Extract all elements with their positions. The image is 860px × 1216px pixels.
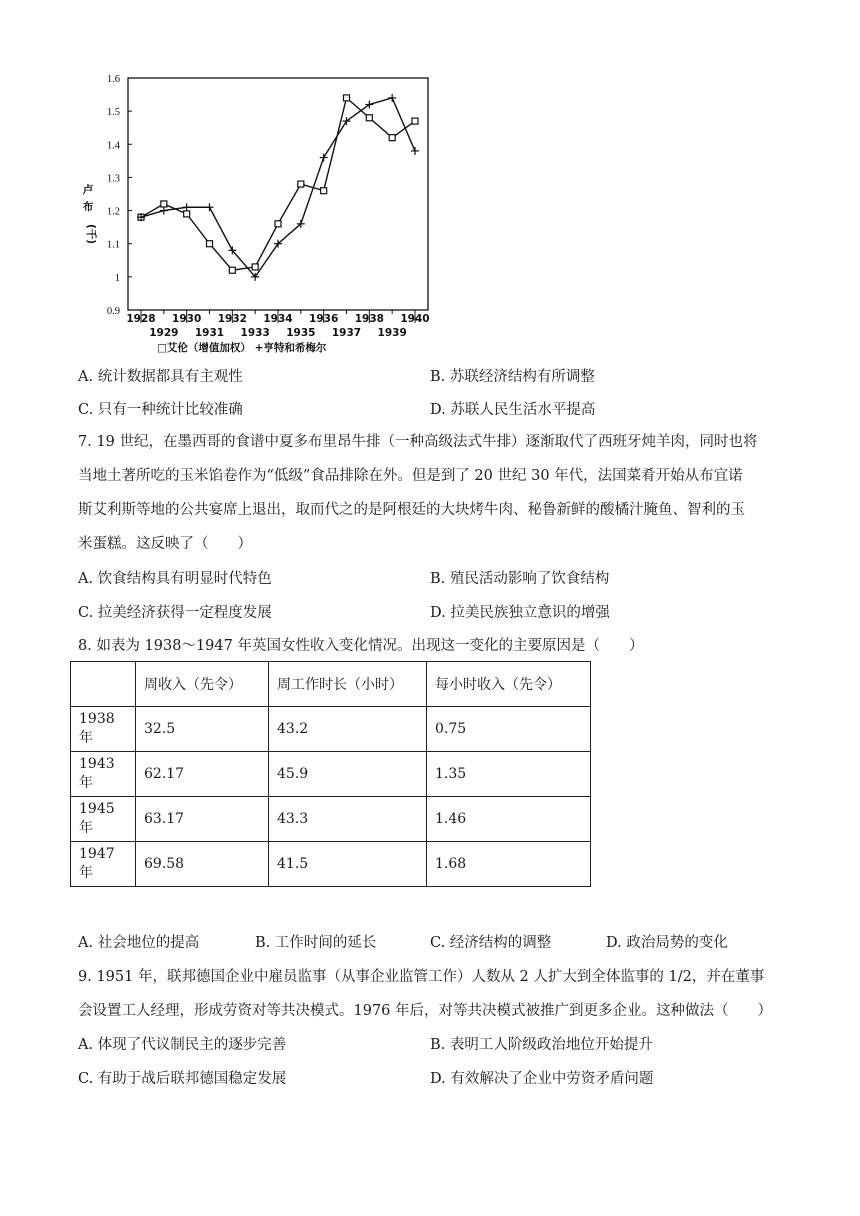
- table-cell: 41.5: [269, 842, 427, 887]
- table-cell: 1.35: [427, 752, 591, 797]
- x-tick-label: 1930: [172, 313, 202, 325]
- q8-option-b[interactable]: B. 工作时间的延长: [255, 935, 377, 951]
- y-tick-label: 1.4: [106, 140, 120, 152]
- x-tick-label: 1936: [309, 313, 339, 325]
- table-cell: 63.17: [136, 797, 269, 842]
- chart-legend: □艾伦（增值加权） +亨特和希梅尔: [157, 342, 327, 354]
- data-point-square: [229, 267, 235, 273]
- x-tick-label: 1933: [240, 327, 270, 339]
- q9-stem-line-1: 9. 1951 年，联邦德国企业中雇员监事（从事企业监管工作）人数从 2 人扩大到全体监事的 1/2，并在董事: [78, 969, 765, 985]
- table-cell: 69.58: [136, 842, 269, 887]
- q8-option-d[interactable]: D. 政治局势的变化: [606, 935, 728, 951]
- table-row: [71, 752, 591, 797]
- table-header-cell: [71, 662, 136, 707]
- table-cell: 1.68: [427, 842, 591, 887]
- y-tick-label: 1: [114, 272, 120, 284]
- x-tick-label: 1931: [194, 327, 225, 339]
- y-tick-label: 1.1: [106, 239, 120, 251]
- q8-option-c[interactable]: C. 经济结构的调整: [430, 935, 552, 951]
- data-point-plus: [320, 154, 328, 162]
- q7-stem-line-3: 斯艾利斯等地的公共宴席上退出，取而代之的是阿根廷的大块烤牛肉、秘鲁新鲜的酸橘汁腌鱼、智利的玉: [78, 502, 745, 518]
- data-point-square: [389, 135, 395, 141]
- x-tick-label: 1937: [331, 327, 362, 339]
- x-tick-label: 1939: [377, 327, 407, 339]
- y-tick-label: 0.9: [106, 306, 120, 317]
- x-tick-label: 1938: [354, 313, 384, 325]
- y-tick-label: 1.6: [106, 74, 120, 85]
- table-cell: 1947年: [71, 842, 136, 887]
- table-row: [71, 797, 591, 842]
- ruble-line-chart: [80, 66, 440, 366]
- q7-option-a[interactable]: A. 饮食结构具有明显时代特色: [78, 571, 272, 587]
- x-tick-label: 1929: [149, 327, 179, 339]
- y-tick-label: 1.5: [106, 107, 120, 119]
- y-axis-label-bu: 布: [82, 201, 94, 213]
- table-cell: 45.9: [269, 752, 427, 797]
- table-cell: 1945年: [71, 797, 136, 842]
- series-line-hunter: [141, 98, 415, 277]
- data-point-square: [184, 211, 190, 217]
- table-cell: 62.17: [136, 752, 269, 797]
- q9-option-a[interactable]: A. 体现了代议制民主的逐步完善: [78, 1037, 287, 1053]
- x-tick-label: 1935: [286, 327, 316, 339]
- y-tick-label: 1.2: [106, 206, 120, 218]
- data-point-plus: [411, 147, 419, 155]
- table-cell: 43.3: [269, 797, 427, 842]
- q7-stem-line-1: 7. 19 世纪，在墨西哥的食谱中夏多布里昂牛排（一种高级法式牛排）逐渐取代了西班牙炖羊肉，同时也将: [78, 434, 758, 450]
- table-header-row: [71, 662, 591, 707]
- q6-option-c[interactable]: C. 只有一种统计比较准确: [78, 402, 243, 418]
- q6-option-b[interactable]: B. 苏联经济结构有所调整: [430, 369, 595, 385]
- q7-stem-line-4: 米蛋糕。这反映了（ ）: [78, 536, 252, 552]
- x-tick-label: 1934: [263, 313, 293, 325]
- q9-option-b[interactable]: B. 表明工人阶级政治地位开始提升: [430, 1037, 653, 1053]
- data-point-square: [161, 201, 167, 207]
- q9-option-c[interactable]: C. 有助于战后联邦德国稳定发展: [78, 1071, 287, 1087]
- data-point-square: [207, 241, 213, 247]
- data-point-square: [298, 181, 304, 187]
- q6-option-a[interactable]: A. 统计数据都具有主观性: [78, 369, 243, 385]
- table-header-cell: 周工作时长（小时）: [269, 662, 427, 707]
- q7-option-b[interactable]: B. 殖民活动影响了饮食结构: [430, 571, 610, 587]
- q8-income-table: [70, 661, 591, 887]
- table-row: [71, 842, 591, 887]
- data-point-plus: [160, 207, 168, 215]
- y-axis-label-lu: 卢: [82, 184, 94, 196]
- q9-option-d[interactable]: D. 有效解决了企业中劳资矛盾问题: [430, 1071, 654, 1087]
- data-point-plus: [388, 94, 396, 102]
- q8-option-a[interactable]: A. 社会地位的提高: [78, 935, 200, 951]
- table-header-cell: 周收入（先令）: [136, 662, 269, 707]
- q7-option-d[interactable]: D. 拉美民族独立意识的增强: [430, 605, 610, 621]
- q7-stem-line-2: 当地土著所吃的玉米馅卷作为“低级”食品排除在外。但是到了 20 世纪 30 年代，法国菜肴开始从布宜诺: [78, 468, 743, 484]
- x-tick-label: 1928: [126, 313, 156, 325]
- table-cell: 1938年: [71, 707, 136, 752]
- data-point-plus: [183, 203, 191, 211]
- data-point-square: [412, 118, 418, 124]
- x-tick-label: 1932: [217, 313, 247, 325]
- table-row: [71, 707, 591, 752]
- table-cell: 32.5: [136, 707, 269, 752]
- table-cell: 1943年: [71, 752, 136, 797]
- data-point-square: [366, 115, 372, 121]
- data-point-square: [275, 221, 281, 227]
- data-point-plus: [206, 203, 214, 211]
- data-point-square: [252, 264, 258, 270]
- q9-stem-line-2: 会设置工人经理，形成劳资对等共决模式。1976 年后，对等共决模式被推广到更多企业。这种做法（ ）: [78, 1003, 773, 1019]
- y-tick-label: 1.3: [106, 173, 120, 185]
- q6-option-d[interactable]: D. 苏联人民生活水平提高: [430, 402, 596, 418]
- table-cell: 0.75: [427, 707, 591, 752]
- q8-stem: 8. 如表为 1938～1947 年英国女性收入变化情况。出现这一变化的主要原因是（ ）: [78, 638, 644, 654]
- table-cell: 43.2: [269, 707, 427, 752]
- y-axis-label-unit: (千): [85, 223, 97, 245]
- table-cell: 1.46: [427, 797, 591, 842]
- data-point-square: [344, 95, 350, 101]
- data-point-square: [321, 188, 327, 194]
- table-header-cell: 每小时收入（先令）: [427, 662, 591, 707]
- q7-option-c[interactable]: C. 拉美经济获得一定程度发展: [78, 605, 272, 621]
- x-tick-label: 1940: [400, 313, 430, 325]
- plot-frame: [128, 78, 428, 310]
